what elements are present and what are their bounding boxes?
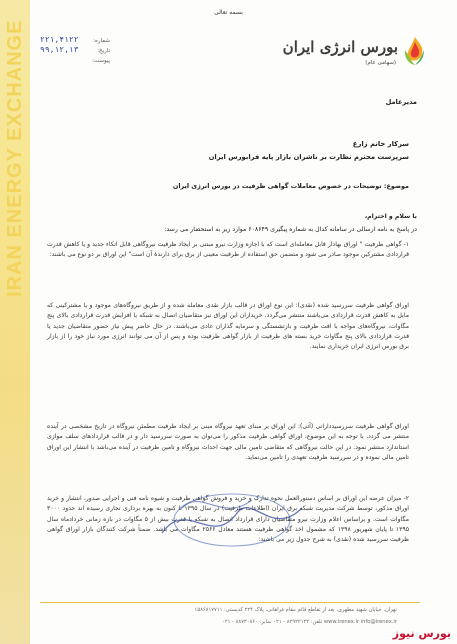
- meta-date-value: ۹۹,۱۲,۱۳: [40, 45, 79, 54]
- paragraph-1: ۱- گواهی ظرفیت " اوراق بهادار قابل معامله‌ای است که با اجازه وزارت نیرو مبتنی بر ایجاد ظرفیت نیروگاهی قابل اتکاء جدید و یا کاهش قدرت قراردادی مشترکین موجود صادر می شود و متضمن حق استفاده از ظرفیت معینی از برق برای دارندهٔ آن است" این اوراق بر دو نوع می باشند:: [47, 241, 409, 259]
- meta-number-value: ۲۲۱,۴۱۲۲: [40, 35, 79, 44]
- footer-contact: www.irenex.ir info@irenex.ir تلفن: ۸۲۹۲۲۱۲۲ - ۰۲۱ نمابر: ۸۸۷۳۰۸۶۰ - ۰۲۱: [222, 619, 397, 625]
- paragraph-3: اوراق گواهی ظرفیت سررسیدداراتی (آتی): این اوراق بر مبنای تعهد نیروگاه مبنی بر ایجاد ظرفیت مطمئن نیروگاه در تاریخ مشخصی در آینده منتشر می گردد. با توجه به این موضوع، اوراق گواهی ظرفیت مذکور را می‌توان به صورت سررسید دار و در قالب قراردادهای سلف موازی استاندارد منتشر نمود. در این حالت نیروگاهی که متقاضی تامین مالی جهت احداث نیروگاه و تامین ظرفیت در آینده می‌باشد با انتشار این اوراق تامین مالی نموده و در سررسید ظرفیت تعهدی را تامین می‌نماید.: [47, 423, 409, 461]
- footer-address: تهران، خیابان شهید مطهری، بعد از تقاطع قائم مقام فراهانی، پلاک ۲۲۴ کدپستی: ۱۵۸۶۸۱۷۷۱۱: [194, 607, 397, 613]
- bismillah-header: بسمه تعالی: [214, 9, 243, 16]
- company-logo: [282, 28, 428, 80]
- intro-line: در پاسخ به نامه ارسالی در سامانه کدال به شماره پیگیری ۶۰۸۶۴۹ موارد زیر به استحضار می رسد:: [164, 226, 417, 233]
- logo-flame-icon: [402, 36, 428, 66]
- meta-attachment-row: [40, 58, 110, 68]
- letter-subject: موضوع: توضیحات در خصوص معاملات گواهی ظرفیت در بورس انرژی ایران: [172, 182, 409, 190]
- recipient-name: سرکار خانم زارع: [352, 140, 409, 148]
- paragraph-2: اوراق گواهی ظرفیت سررسید شده (نقدی): این نوع اوراق در قالب بازار نقدی معامله شده و از طریق نیروگاه‌های موجود و یا مشترکینی که مایل به کاهش قدرت قراردادی می‌باشند منتشر می‌گردد. خریداران این اوراق نیز متقاضیان اتصال به شبکه یا افزایش قدرت قراردادی بالای پنج مگاوات، نیروگاه‌های مواجه با افت ظرفیت و بازتشستگی و سرمایه گذاران عادی می‌باشند. در حال حاضر پیش نیاز حضور متقاضیان جدید یا قدرت قراردادی بالای پنج مگاوات خرید بسته های ظرفیت از بازار گواهی ظرفیت بوده و پس از آن می توانند انرژی مورد نیاز خود را از بازار برق بورس انرژی ایران خریداری نمایند.: [47, 302, 409, 351]
- meta-date-label: تاریخ:: [97, 48, 110, 54]
- paragraph-4: ۲- میزان عرضه این اوراق بر اساس دستورالعمل نحوه تدارک و خرید و فروش گواهی ظرفیت و شیوه نامه فنی و اجرایی صدور، انتشار و خرید اوراق مذکور، توسط شرکت مدیریت شبکه برق ایران (اطلاعات ظرفیت) در سال ۱۳۹۵ تا کنون به بهره برداری تجاری رسیده اند حدود ۳۰۰۰ مگاوات است. و براساس اعلام وزارت نیرو متقاضیان دارای قرارداد اتصال به شبکه یا قدرت بیش از ۵ مگاوات در بازه زمانی خردادماه سال ۱۳۹۵ تا پایان شهریور ۱۳۹۸ که مشمول اخذ گواهی ظرفیت هستند معادل ۲۵۶۶ مگاوات می باشد. ضمناً شرکت کنندگان بازار اوراق گواهی ظرفیت سررسید شده (نقدی) به شرح جدول زیر می باشند:: [47, 495, 409, 544]
- footer-divider: [40, 602, 420, 603]
- logo-subtitle: (سهامی عام): [365, 60, 396, 66]
- side-strip-text: IRAN ENERGY EXCHANGE: [4, 20, 26, 298]
- letter-meta: [40, 35, 110, 68]
- meta-date-row: [40, 45, 110, 58]
- source-watermark: بورس نیوز: [392, 627, 451, 640]
- official-stamp-signature: [142, 478, 322, 558]
- decorative-side-strip: [0, 0, 30, 644]
- meta-number-label: شماره:: [93, 38, 110, 44]
- logo-name: بورس انرژی ایران: [282, 38, 398, 56]
- meta-attachment-label: پیوست:: [92, 58, 110, 64]
- sender-title: مدیرعامل: [385, 98, 417, 106]
- recipient-position: سرپرست محترم نظارت بر ناشران بازار پایه فرابورس ایران: [208, 153, 409, 161]
- greeting: با سلام و احترام،: [364, 213, 417, 220]
